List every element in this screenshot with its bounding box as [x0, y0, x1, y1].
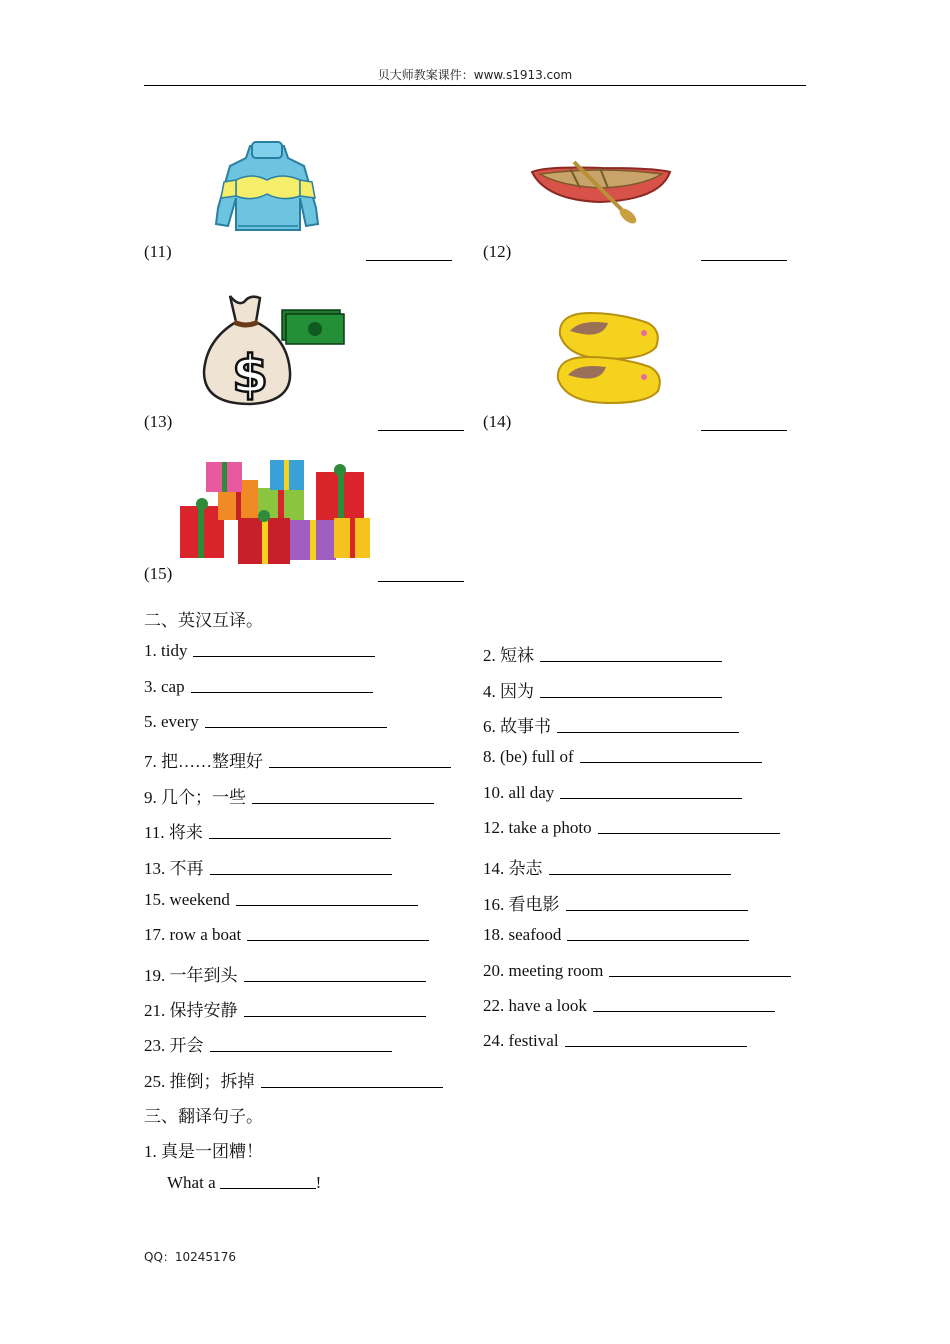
exercise-item: 11. 将来 [144, 818, 391, 843]
question-number: (14) [483, 412, 512, 431]
answer-blank[interactable] [378, 581, 464, 582]
exercise-item: 16. 看电影 [483, 890, 748, 915]
answer-line[interactable] [593, 1010, 775, 1012]
answer-line[interactable] [220, 1187, 316, 1189]
answer-blank[interactable] [701, 260, 787, 261]
answer-line[interactable] [209, 837, 391, 839]
answer-line[interactable] [191, 691, 373, 693]
exercise-item: 17. row a boat [144, 925, 429, 945]
exercise-item: 25. 推倒；拆掉 [144, 1067, 443, 1092]
answer-line[interactable] [566, 909, 748, 911]
shoes-icon [550, 305, 664, 409]
exercise-item: 8. (be) full of [483, 747, 762, 767]
exercise-item: 4. 因为 [483, 677, 722, 702]
exercise-item: 6. 故事书 [483, 712, 739, 737]
question-number: (11) [144, 242, 172, 261]
answer-line[interactable] [580, 761, 762, 763]
rowboat-icon [526, 138, 678, 248]
answer-line[interactable] [236, 904, 418, 906]
sweater-icon [208, 138, 326, 236]
money-bag-icon [200, 292, 348, 410]
exercise-item: 24. festival [483, 1031, 747, 1051]
gifts-icon [178, 458, 374, 572]
header-rule [144, 85, 806, 86]
answer-line[interactable] [560, 797, 742, 799]
sentence-question: 1. 真是一团糟！ [144, 1142, 263, 1161]
answer-line[interactable] [210, 873, 392, 875]
answer-blank[interactable] [701, 430, 787, 431]
answer-line[interactable] [205, 726, 387, 728]
answer-line[interactable] [540, 660, 722, 662]
exercise-item: 22. have a look [483, 996, 775, 1016]
answer-line[interactable] [252, 802, 434, 804]
exercise-item: 15. weekend [144, 890, 418, 910]
answer-line[interactable] [567, 939, 749, 941]
answer-line[interactable] [244, 1015, 426, 1017]
exercise-item: 20. meeting room [483, 961, 791, 981]
question-number: (15) [144, 564, 173, 583]
answer-blank[interactable] [366, 260, 452, 261]
exercise-item: 12. take a photo [483, 818, 780, 838]
question-number: (13) [144, 412, 173, 431]
exercise-item: 1. tidy [144, 641, 375, 661]
section-title: 三、翻译句子。 [144, 1107, 263, 1126]
exercise-item: 18. seafood [483, 925, 749, 945]
answer-line[interactable] [247, 939, 429, 941]
answer-line[interactable] [269, 766, 451, 768]
answer-line[interactable] [540, 696, 722, 698]
exercise-item: 19. 一年到头 [144, 961, 426, 986]
page-footer: QQ：10245176 [144, 1250, 236, 1264]
exercise-item: 5. every [144, 712, 387, 732]
exercise-item: 23. 开会 [144, 1031, 392, 1056]
question-number: (12) [483, 242, 512, 261]
exercise-item: 3. cap [144, 677, 373, 697]
exercise-item: 7. 把……整理好 [144, 747, 451, 772]
answer-line[interactable] [193, 655, 375, 657]
sentence-answer: What a ! [167, 1173, 322, 1192]
exercise-item: 13. 不再 [144, 854, 392, 879]
answer-line[interactable] [244, 980, 426, 982]
section-title: 二、英汉互译。 [144, 611, 263, 630]
exercise-item: 2. 短袜 [483, 641, 722, 666]
exercise-item: 9. 几个；一些 [144, 783, 434, 808]
answer-line[interactable] [565, 1045, 747, 1047]
answer-line[interactable] [609, 975, 791, 977]
exercise-item: 21. 保持安静 [144, 996, 426, 1021]
answer-line[interactable] [598, 832, 780, 834]
answer-line[interactable] [210, 1050, 392, 1052]
svg-text:$: $ [232, 345, 269, 405]
page-header: 贝大师教案课件：www.s1913.com [377, 68, 573, 82]
exercise-item: 14. 杂志 [483, 854, 731, 879]
answer-line[interactable] [261, 1086, 443, 1088]
answer-line[interactable] [549, 873, 731, 875]
answer-line[interactable] [557, 731, 739, 733]
answer-blank[interactable] [378, 430, 464, 431]
exercise-item: 10. all day [483, 783, 742, 803]
